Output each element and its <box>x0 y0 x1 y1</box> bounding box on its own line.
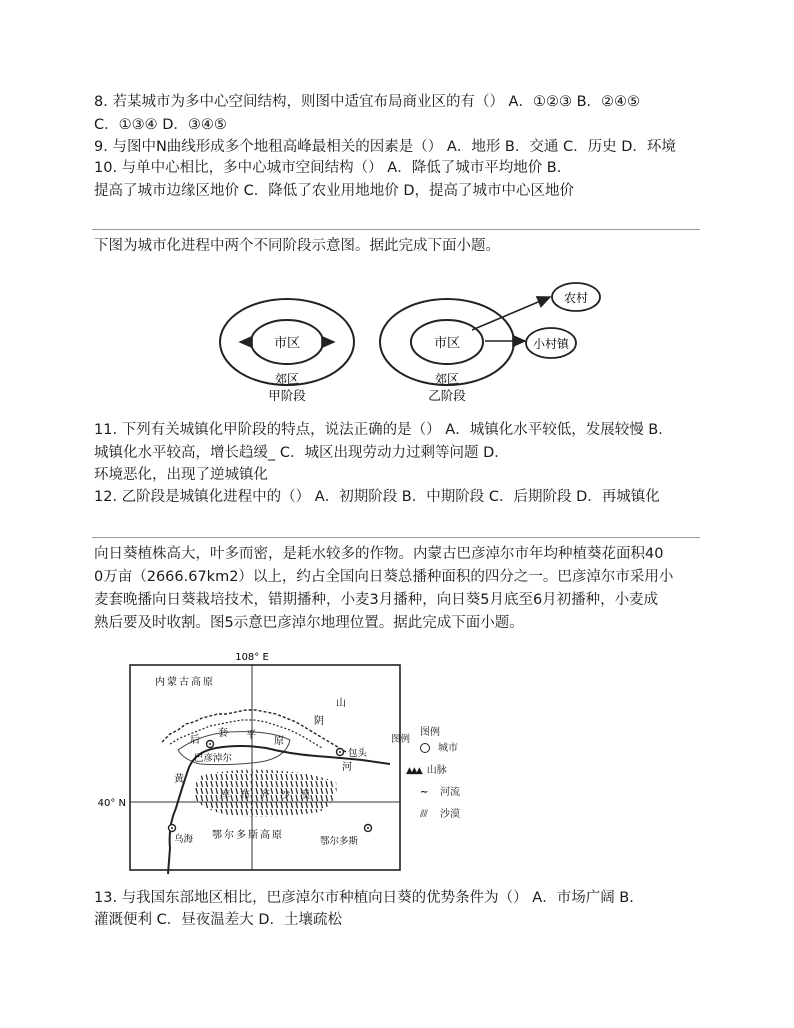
question-10-line2: 提高了城市边缘区地价 C．降低了农业用地地价 D，提高了城市中心区地价 <box>94 183 575 199</box>
question-11-line2: 城镇化水平较高，增长趋缓_ C．城区出现劳动力过剩等问题 D． <box>94 445 509 461</box>
plain-char-1: 后 <box>190 735 200 746</box>
legend-desert-icon: ⫽⫽ <box>420 809 427 820</box>
legend-river: ∼ 河流 <box>420 787 460 798</box>
desert-char-2: 布 <box>240 790 250 801</box>
river-label-huang: 黄 <box>174 774 184 785</box>
question-11-line3: 环境恶化，出现了逆城镇化 <box>94 467 268 483</box>
desert-char-4: 沙 <box>280 790 290 801</box>
legend-title-text: 图例 <box>420 727 440 738</box>
legend-mountain-icon: ▲▲▲ <box>406 766 421 776</box>
yinshan-label-2: 山 <box>336 698 346 709</box>
question-13-line2: 灌溉便利 C．昼夜温差大 D．土壤疏松 <box>94 912 343 928</box>
yinshan-label-1: 阴 <box>314 716 324 727</box>
section3-para-line2: 0万亩（2666.67km2）以上，约占全国向日葵总播种面积的四分之一。巴彦淖尔市采用小 <box>94 569 674 585</box>
question-8-line1: 8. 若某城市为多中心空间结构，则图中适宜布局商业区的有（） A．①②③ B．②④⑤ <box>94 94 641 110</box>
section-divider <box>92 229 700 230</box>
city-ordos-label: 鄂尔多斯 <box>320 836 359 847</box>
stage-b-caption: 乙阶段 <box>428 388 466 403</box>
legend-river-icon: ∼ <box>420 787 429 798</box>
plain-char-4: 原 <box>274 736 284 747</box>
bayannur-location-map <box>90 648 410 878</box>
question-11-line1: 11. 下列有关城镇化甲阶段的特点，说法正确的是（） A．城镇化水平较低，发展较慢 B． <box>94 422 673 438</box>
legend-desert: ⫽⫽ 沙漠 <box>420 809 460 820</box>
river-label-he: 河 <box>342 762 352 773</box>
ordos-plateau-label: 鄂尔多斯高原 <box>212 830 284 841</box>
legend-title: 图例 <box>390 734 410 745</box>
inner-mongolia-plateau-label: 内蒙古高原 <box>155 677 215 688</box>
stage-a-suburb-label: 郊区 <box>274 372 300 386</box>
city-bayannur-label: 巴彦淖尔 <box>194 753 233 764</box>
question-13-line1: 13. 与我国东部地区相比，巴彦淖尔市种植向日葵的优势条件为（） A．市场广阔 B． <box>94 890 644 906</box>
section-divider <box>92 537 700 538</box>
question-8-line2: C．①③④ D．③④⑤ <box>94 117 227 133</box>
village-label: 农村 <box>563 291 589 305</box>
legend-city-icon <box>420 743 430 753</box>
section3-para-line3: 麦套晚播向日葵栽培技术，错期播种，小麦3月播种，向日葵5月底至6月初播种，小麦成 <box>94 592 659 608</box>
legend-mountain: ▲▲▲ 山脉 <box>406 765 447 776</box>
question-12: 12. 乙阶段是城镇化进程中的（） A．初期阶段 B．中期阶段 C．后期阶段 D．再城镇化 <box>94 489 660 505</box>
question-10-line1: 10. 与单中心相比，多中心城市空间结构（） A．降低了城市平均地价 B． <box>94 160 572 176</box>
stage-a-urban-label: 市区 <box>273 336 301 351</box>
stage-b-suburb-label: 郊区 <box>434 372 460 386</box>
plain-char-3: 平 <box>246 730 256 741</box>
desert-char-1: 库 <box>220 790 230 801</box>
legend-city: 城市 <box>420 739 480 761</box>
urbanization-stage-diagram <box>210 280 620 405</box>
city-baotou-label: 包头 <box>348 748 368 759</box>
desert-char-3: 齐 <box>260 790 270 801</box>
plain-char-2: 套 <box>218 728 228 739</box>
city-wuhai-label: 乌海 <box>174 834 194 845</box>
section3-para-line1: 向日葵植株高大，叶多而密，是耗水较多的作物。内蒙古巴彦淖尔市年均种植葵花面积40 <box>94 546 664 562</box>
latitude-label: 40° N <box>97 798 126 809</box>
arrow-to-village <box>472 297 550 330</box>
question-9: 9. 与图中N曲线形成多个地租高峰最相关的因素是（） A．地形 B．交通 C．历史 D．环境 <box>94 139 676 155</box>
desert-char-5: 漠 <box>300 790 310 801</box>
town-label: 小村镇 <box>532 337 570 351</box>
map-legend <box>406 723 480 827</box>
stage-b-urban-label: 市区 <box>433 336 461 351</box>
section3-para-line4: 熟后要及时收割。图5示意巴彦淖尔地理位置。据此完成下面小题。 <box>94 615 524 631</box>
stage-a-caption: 甲阶段 <box>268 388 306 403</box>
longitude-label: 108° E <box>235 652 269 663</box>
section2-intro: 下图为城市化进程中两个不同阶段示意图。据此完成下面小题。 <box>94 238 500 254</box>
